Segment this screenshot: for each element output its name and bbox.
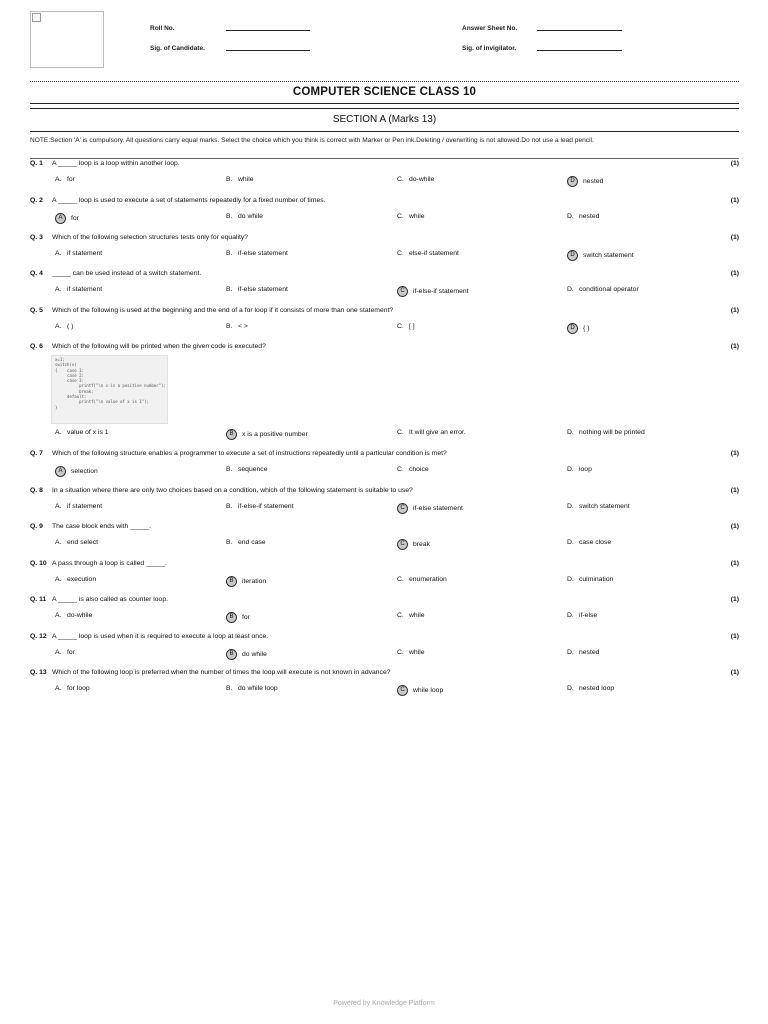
answer-option[interactable] [397,539,430,550]
option-letter: D. [567,685,574,692]
answer-option[interactable] [567,213,599,220]
option-letter: D. [567,213,574,220]
question-item [30,596,739,632]
option-text: else-if statement [409,250,459,257]
question-text: A pass through a loop is called _____. [52,560,167,567]
option-letter: A. [55,612,62,619]
answer-option[interactable] [226,250,288,257]
selected-option-bubble: C [397,539,408,550]
option-letter: B. [226,213,233,220]
question-marks: (1) [730,197,739,204]
option-text: < > [238,323,248,330]
option-text: sequence [238,466,268,473]
answer-option[interactable] [226,612,250,623]
selected-option-bubble: A [55,466,66,477]
option-letter: A. [55,429,62,436]
option-letter: A. [55,286,62,293]
option-letter: D. [567,539,574,546]
question-marks: (1) [730,669,739,676]
section-heading: SECTION A (Marks 13) [332,114,437,125]
option-letter: B. [226,286,233,293]
question-number: Q. 4 [30,270,43,277]
option-text: do while [242,651,267,658]
sig-candidate-line [226,50,310,51]
answer-option[interactable] [397,323,415,330]
option-letter: B. [226,323,233,330]
selected-option-bubble: D [567,250,578,261]
selected-option-bubble: B [226,429,237,440]
option-text: execution [67,576,97,583]
answer-option[interactable] [567,685,614,692]
code-line: x=1; [55,357,65,362]
sig-invigilator-label: Sig. of invigilator. [462,45,517,52]
roll-no-label: Roll No. [150,25,175,32]
option-letter: C. [397,649,404,656]
option-text: do while loop [238,685,278,692]
question-marks: (1) [730,234,739,241]
option-text: while [238,176,254,183]
option-letter: D. [567,503,574,510]
answer-option[interactable] [397,429,466,436]
option-letter: D. [567,612,574,619]
option-letter: D. [567,466,574,473]
option-text: do-while [67,612,93,619]
question-text: Which of the following selection structures tests only for equality? [52,234,249,241]
option-text: if-else statement [413,505,463,512]
question-item [30,523,739,559]
option-letter: A. [55,250,62,257]
option-letter: D. [567,649,574,656]
code-line: printf("\n x is a positive number"); [55,383,166,389]
option-letter: B. [226,466,233,473]
option-letter: A. [55,649,62,656]
section-rule [30,131,739,132]
question-marks: (1) [730,596,739,603]
question-text: The case block ends with _____. [52,523,151,530]
option-text: if-else-if statement [413,288,469,295]
option-text: nested [579,649,600,656]
option-text: while [409,649,425,656]
question-text: Which of the following structure enables a programmer to execute a set of instructions repeatedly until a particular condition is met? [52,450,447,457]
question-text: _____ can be used instead of a switch statement. [52,270,202,277]
question-text: A _____ loop is used when it is required to execute a loop at least once. [52,633,269,640]
option-text: break [413,541,431,548]
answer-option[interactable] [55,213,79,224]
answer-option[interactable] [226,649,267,660]
answer-option[interactable] [567,612,597,619]
answer-option[interactable] [397,466,429,473]
question-number: Q. 13 [30,669,47,676]
answer-option[interactable] [567,323,589,334]
question-text: Which of the following is used at the beginning and the end of a for loop if it consists of more than one statement? [52,307,394,314]
option-letter: C. [397,612,404,619]
selected-option-bubble: B [226,612,237,623]
answer-option[interactable] [55,649,75,656]
question-number: Q. 3 [30,234,43,241]
question-marks: (1) [730,487,739,494]
answer-option[interactable] [397,576,447,583]
option-text: choice [409,466,429,473]
question-number: Q. 6 [30,343,43,350]
answer-option[interactable] [226,213,263,220]
question-number: Q. 2 [30,197,43,204]
option-letter: C. [397,466,404,473]
option-text: [ ] [409,323,415,330]
answer-option[interactable] [567,250,634,261]
question-item [30,197,739,233]
option-letter: B. [226,685,233,692]
broken-image-icon [32,13,41,22]
sig-invigilator-line [537,50,622,51]
answer-option[interactable] [55,612,92,619]
option-text: enumeration [409,576,447,583]
option-letter: A. [55,539,62,546]
question-item [30,160,739,196]
code-line: { case 1: [55,367,84,373]
option-letter: B. [226,539,233,546]
answer-option[interactable] [397,612,425,619]
answer-option[interactable] [567,539,611,546]
footer-powered-by: Powered by Knowledge Platform [333,1000,435,1007]
answer-option[interactable] [55,286,102,293]
option-letter: B. [226,503,233,510]
option-text: value of x is 1 [67,429,109,436]
answer-option[interactable] [567,429,645,436]
title-rule-top [30,103,739,104]
answer-option[interactable] [397,250,459,257]
answer-option[interactable] [397,649,425,656]
question-number: Q. 10 [30,560,47,567]
answer-option[interactable] [567,176,603,187]
code-snippet-image [51,355,168,424]
question-text: Which of the following will be printed when the given code is executed? [52,343,266,350]
question-item [30,270,739,306]
answer-option[interactable] [397,685,443,696]
option-letter: C. [397,576,404,583]
question-marks: (1) [730,633,739,640]
question-marks: (1) [730,523,739,530]
question-text: Which of the following loop is preferred when the number of times the loop will execute is not known in advance? [52,669,391,676]
question-item [30,234,739,270]
answer-option[interactable] [55,176,75,183]
answer-option[interactable] [397,286,469,297]
question-item [30,633,739,669]
option-text: if statement [67,250,103,257]
option-text: selection [71,468,98,475]
option-letter: C. [397,176,404,183]
option-text: if statement [67,286,103,293]
question-marks: (1) [730,450,739,457]
option-letter: A. [55,576,62,583]
answer-option[interactable] [55,429,109,436]
option-text: if-else [579,612,598,619]
code-line: case 3: [55,378,84,384]
option-text: x is a positive number [242,431,308,438]
answer-option[interactable] [397,213,425,220]
option-text: while loop [413,687,444,694]
code-line: break; [55,388,94,394]
instructions-note: NOTE:Section 'A' is compulsory. All questions carry equal marks. Select the choice which you think is correct with Marker or Pen ink.Deleting / overwriting is not allowed.Do not use a lead pencil. [30,137,594,144]
selected-option-bubble: C [397,503,408,514]
option-text: It will give an error. [409,429,466,436]
option-letter: A. [55,503,62,510]
code-line: printf("\n value of x is 1"); [55,399,149,405]
question-number: Q. 12 [30,633,47,640]
option-text: while [409,213,425,220]
option-text: culmination [579,576,614,583]
option-text: for loop [67,685,90,692]
question-item [30,669,739,705]
answer-option[interactable] [226,503,294,510]
answer-option[interactable] [55,503,102,510]
option-text: while [409,612,425,619]
question-number: Q. 5 [30,307,43,314]
answer-option[interactable] [226,576,266,587]
answer-option[interactable] [226,176,254,183]
question-marks: (1) [730,560,739,567]
selected-option-bubble: D [567,176,578,187]
question-item [30,450,739,486]
option-text: if-else statement [238,250,288,257]
option-text: end case [238,539,266,546]
question-marks: (1) [730,307,739,314]
option-letter: B. [226,250,233,257]
option-text: if-else-if statement [238,503,294,510]
answer-option[interactable] [55,539,98,546]
selected-option-bubble: C [397,286,408,297]
question-item [30,487,739,523]
option-text: nested [579,213,600,220]
option-text: for [67,649,75,656]
code-line: case 2: [55,372,84,378]
option-text: nested [583,178,604,185]
question-text: A _____ is also called as counter loop. [52,596,169,603]
question-text: In a situation where there are only two choices based on a condition, which of the following statement is suitable to use? [52,487,413,494]
answer-option[interactable] [226,466,267,473]
question-number: Q. 7 [30,450,43,457]
question-number: Q. 9 [30,523,43,530]
option-letter: D. [567,286,574,293]
option-text: iteration [242,578,267,585]
option-text: conditional operator [579,286,639,293]
option-text: for [71,215,79,222]
option-text: if statement [67,503,103,510]
selected-option-bubble: B [226,576,237,587]
answer-option[interactable] [55,685,90,692]
selected-option-bubble: D [567,323,578,334]
answer-option[interactable] [226,539,266,546]
option-text: case close [579,539,612,546]
option-text: if-else statement [238,286,288,293]
selected-option-bubble: A [55,213,66,224]
answer-option[interactable] [567,576,613,583]
option-letter: C. [397,429,404,436]
roll-no-line [226,30,310,31]
option-text: nothing will be printed [579,429,645,436]
option-text: { } [583,325,590,332]
paper-title: COMPUTER SCIENCE CLASS 10 [292,86,477,98]
option-letter: A. [55,176,62,183]
answer-option[interactable] [55,250,102,257]
option-letter: A. [55,323,62,330]
answer-option[interactable] [567,649,599,656]
answer-sheet-label: Answer Sheet No. [462,25,518,32]
code-line: switch(x) [55,362,77,368]
code-line: default: [55,394,87,400]
question-item [30,307,739,343]
option-text: for [67,176,75,183]
option-letter: D. [567,576,574,583]
option-letter: C. [397,323,404,330]
selected-option-bubble: B [226,649,237,660]
option-letter: A. [55,685,62,692]
answer-option[interactable] [55,466,98,477]
option-text: for [242,614,250,621]
answer-option[interactable] [55,323,73,330]
option-text: do while [238,213,263,220]
answer-option[interactable] [397,503,463,514]
option-text: loop [579,466,592,473]
note-rule [30,158,739,159]
option-text: switch statement [579,503,630,510]
answer-option[interactable] [567,503,630,510]
sig-candidate-label: Sig. of Candidate. [150,45,205,52]
option-text: do-while [409,176,435,183]
answer-option[interactable] [55,576,96,583]
answer-sheet-line [537,30,622,31]
answer-option[interactable] [226,323,248,330]
question-item [30,560,739,596]
option-text: end select [67,539,98,546]
option-letter: B. [226,176,233,183]
option-letter: C. [397,213,404,220]
answer-option[interactable] [567,286,639,293]
title-rule-bottom [30,108,739,109]
question-text: A _____ loop is a loop within another loop. [52,160,180,167]
answer-option[interactable] [226,685,278,692]
answer-option[interactable] [397,176,434,183]
question-marks: (1) [730,343,739,350]
option-text: nested loop [579,685,615,692]
dotted-divider [30,81,739,82]
option-text: ( ) [67,323,74,330]
question-number: Q. 11 [30,596,47,603]
school-logo-placeholder [30,11,104,68]
question-number: Q. 8 [30,487,43,494]
option-text: switch statement [583,252,634,259]
question-marks: (1) [730,270,739,277]
answer-option[interactable] [567,466,592,473]
question-text: A _____ loop is used to execute a set of statements repeatedly for a fixed number of times. [52,197,326,204]
selected-option-bubble: C [397,685,408,696]
code-line: } [55,404,58,410]
option-letter: C. [397,250,404,257]
question-marks: (1) [730,160,739,167]
answer-option[interactable] [226,429,308,440]
answer-option[interactable] [226,286,288,293]
question-number: Q. 1 [30,160,43,167]
option-letter: D. [567,429,574,436]
